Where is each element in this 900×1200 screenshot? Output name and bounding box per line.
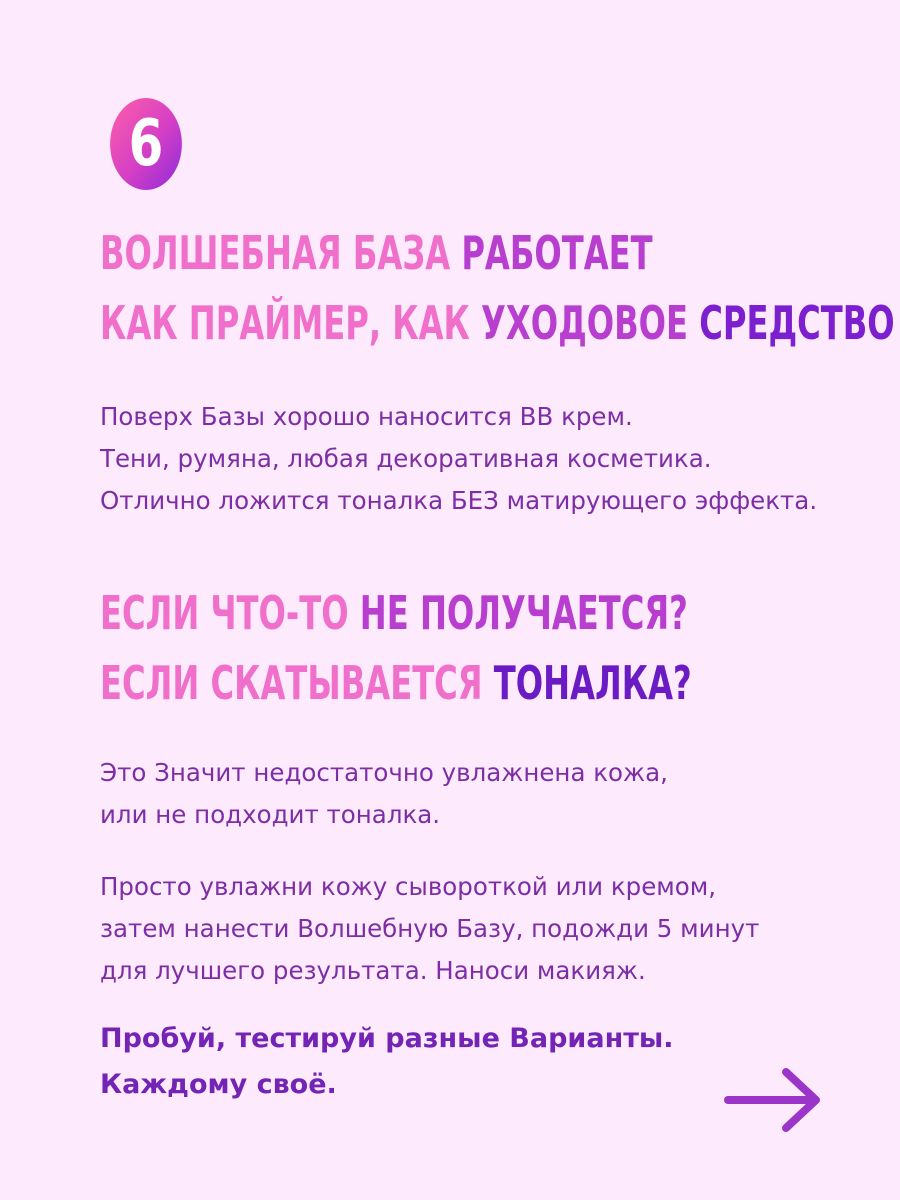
paragraph-line: или не подходит тоналка. xyxy=(100,800,441,829)
heading-segment: НЕ ПОЛУЧАЕТСЯ? xyxy=(359,586,688,640)
paragraph-line: Тени, румяна, любая декоративная косметика. xyxy=(100,444,712,473)
heading-segment: ВОЛШЕБНАЯ БАЗА xyxy=(100,226,451,280)
heading-segment: ТОНАЛКА? xyxy=(493,656,692,710)
heading-troubleshoot-line-1 xyxy=(100,578,692,648)
heading-segment: СРЕДСТВО xyxy=(699,296,895,350)
heading-segment: ЕСЛИ ЧТО-ТО xyxy=(100,586,349,640)
heading-primer xyxy=(100,218,895,358)
paragraph-line: Это Значит недостаточно увлажнена кожа, xyxy=(100,758,668,787)
paragraph-line: Отлично ложится тоналка БЕЗ матирующего эффекта. xyxy=(100,486,818,515)
heading-segment: ЕСЛИ СКАТЫВАЕТСЯ xyxy=(100,656,483,710)
heading-primer-line-2 xyxy=(100,288,895,358)
heading-segment: РАБОТАЕТ xyxy=(461,226,653,280)
paragraph-line: Поверх Базы хорошо наносится ВВ крем. xyxy=(100,402,633,431)
cta-line: Каждому своё. xyxy=(100,1069,337,1100)
paragraph-line: для лучшего результата. Наноси макияж. xyxy=(100,956,646,985)
paragraph-makeup-compat xyxy=(100,396,817,522)
call-to-action xyxy=(100,1016,674,1108)
heading-troubleshoot xyxy=(100,578,692,718)
paragraph-line: Просто увлажни кожу сывороткой или кремом, xyxy=(100,872,717,901)
heading-troubleshoot-line-2 xyxy=(100,648,692,718)
paragraph-reason xyxy=(100,752,668,836)
step-number-badge xyxy=(110,98,182,190)
paragraph-line: затем нанести Волшебную Базу, подожди 5 минут xyxy=(100,914,760,943)
step-number: 6 xyxy=(128,107,164,181)
heading-segment: КАК ПРАЙМЕР, КАК xyxy=(100,296,470,350)
heading-primer-line-1 xyxy=(100,218,895,288)
heading-segment: УХОДОВОЕ xyxy=(481,296,689,350)
arrow-right-icon[interactable] xyxy=(722,1066,826,1134)
paragraph-instructions xyxy=(100,866,759,992)
cta-line: Пробуй, тестируй разные Варианты. xyxy=(100,1023,674,1054)
